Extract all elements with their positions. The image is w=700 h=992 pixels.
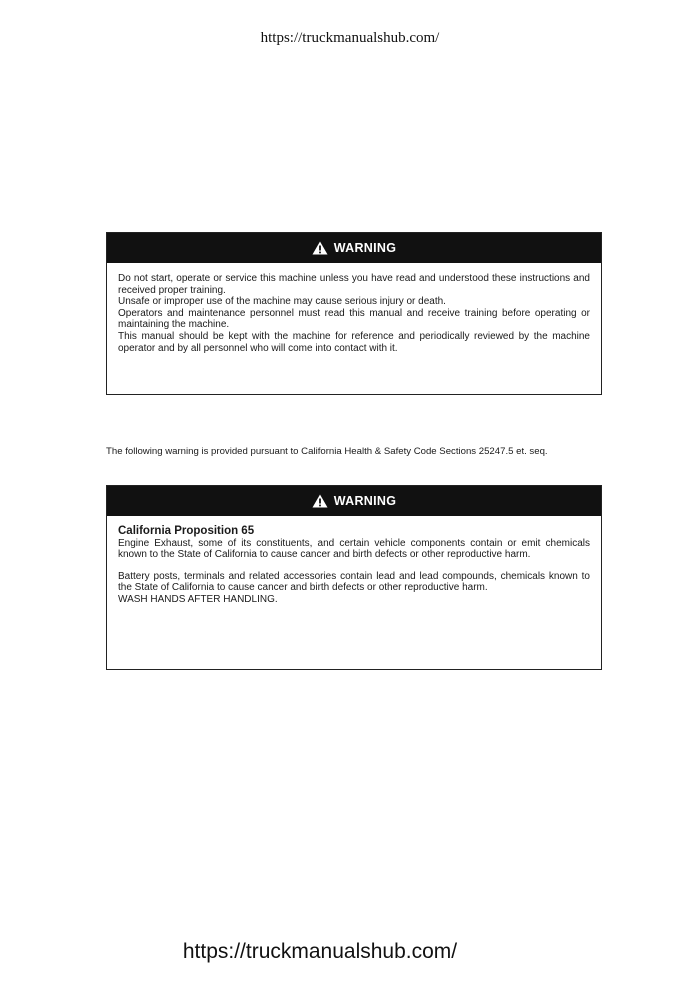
intro-text: The following warning is provided pursuant to California Health & Safety Code Sections 25247.5 et. seq. <box>106 446 548 457</box>
warning-header <box>107 233 601 263</box>
warning-triangle-icon <box>312 494 328 508</box>
warning-line: Do not start, operate or service this machine unless you have read and understood these instructions and received proper training. <box>118 273 590 296</box>
warning-title: WARNING <box>333 241 397 255</box>
warning-line: Operators and maintenance personnel must read this manual and receive training before operating or maintaining the machine. <box>118 307 590 331</box>
warning-box-prop65 <box>106 485 602 670</box>
warning-body <box>107 516 601 616</box>
warning-body <box>107 263 601 364</box>
header-url[interactable]: https://truckmanualshub.com/ <box>260 30 440 46</box>
prop65-wash-hands: WASH HANDS AFTER HANDLING. <box>118 593 278 605</box>
warning-line: This manual should be kept with the machine for reference and periodically reviewed by the machine operator and by all personnel who will come into contact with it. <box>118 330 590 354</box>
prop65-title: California Proposition 65 <box>118 525 255 537</box>
prop65-paragraph-battery: Battery posts, terminals and related accessories contain lead and lead compounds, chemicals known to the State of California to cause cancer and birth defects or other reproductive harm. <box>118 570 590 594</box>
warning-triangle-icon <box>312 241 328 255</box>
warning-header <box>107 486 601 516</box>
warning-title: WARNING <box>333 494 397 508</box>
prop65-paragraph-exhaust: Engine Exhaust, some of its constituents, and certain vehicle components contain or emit chemicals known to the State of California to cause cancer and birth defects or other reproductive harm. <box>118 537 590 561</box>
warning-box-general <box>106 232 602 395</box>
footer-url[interactable]: https://truckmanualshub.com/ <box>182 940 458 963</box>
warning-line: Unsafe or improper use of the machine may cause serious injury or death. <box>118 296 446 308</box>
